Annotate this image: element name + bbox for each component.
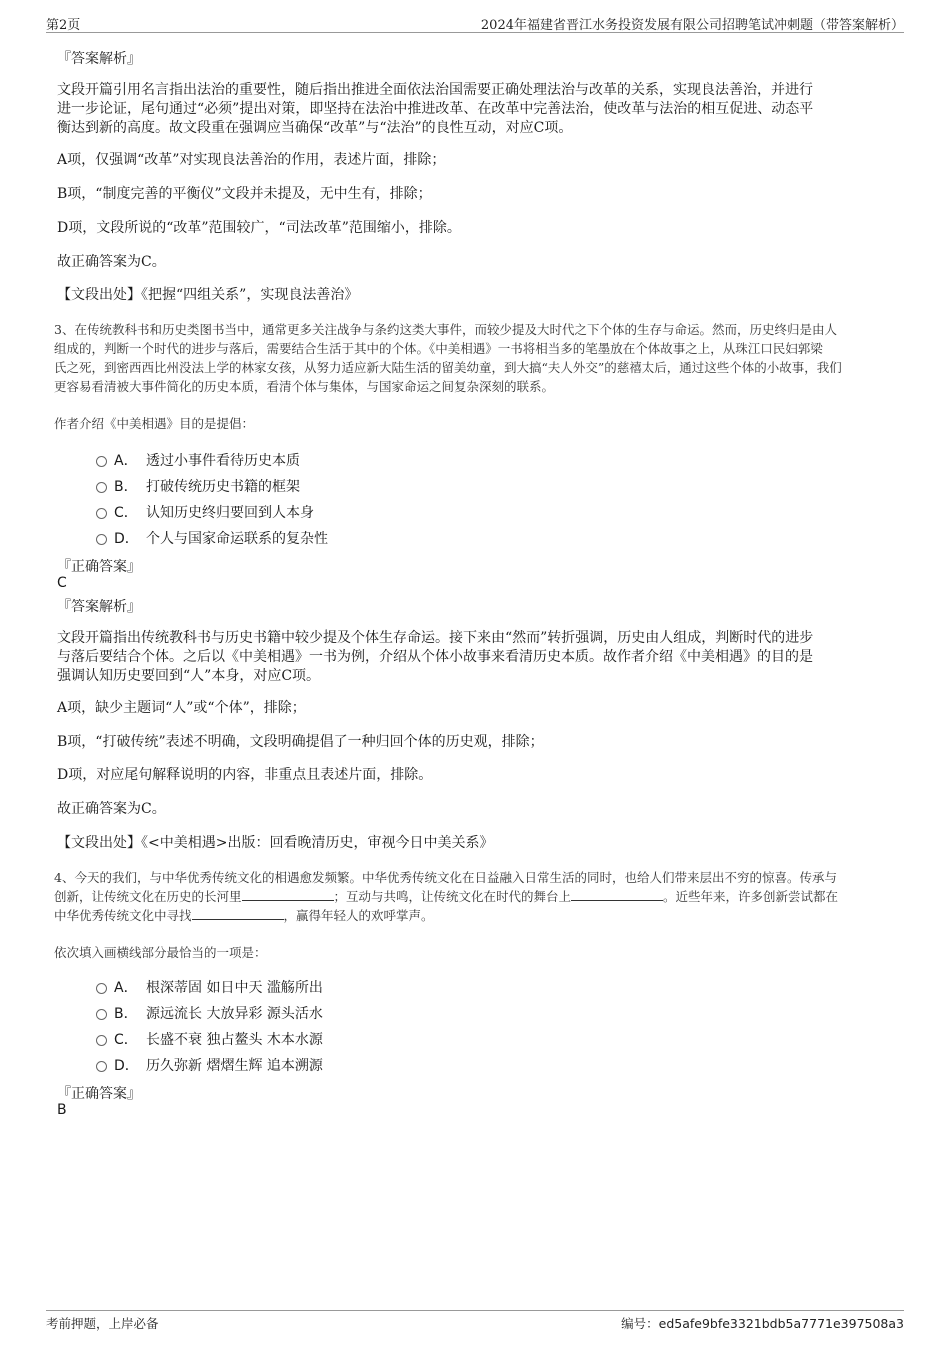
option-letter: C． [114,1032,138,1048]
analysis-line: 与落后要结合个体。之后以《中美相遇》一书为例，介绍从个体小故事来看清历史本质。故作者介绍《中美相遇》的目的是 [57,649,813,665]
stem-line: 组成的，判断一个时代的进步与落后，需要结合生活于其中的个体。《中美相遇》一书将相当多的笔墨放在个体故事之上，从珠江口民妇郭梁 [54,341,823,356]
stem-fragment: 。近些年来，许多创新尝试都在 [663,889,839,904]
analysis-label: 『答案解析』 [57,599,141,615]
analysis-text [57,629,813,686]
option-letter: D． [114,531,139,547]
stem-fragment: ；互动与共鸣，让传统文化在时代的舞台上 [333,889,572,904]
correct-answer-label: 『正确答案』 [57,559,141,575]
stem-fragment: 创新，让传统文化在历史的长河里 [54,889,242,904]
option-letter: B． [114,479,138,495]
analysis-line: 衡达到新的高度。故文段重在强调应当确保“改革”与“法治”的良性互动，对应C项。 [57,120,573,136]
option-text: 认知历史终归要回到人本身 [146,505,314,521]
radio-button[interactable] [96,1009,107,1020]
option-letter: A． [114,980,138,996]
page-footer [46,1310,904,1335]
radio-button[interactable] [96,508,107,519]
code-label: 编号： [621,1316,659,1331]
stem-line [54,887,838,906]
option-letter: B． [114,1006,138,1022]
option-a-explanation: A项，缺少主题词“人”或“个体”，排除； [57,700,306,716]
stem-line: 更容易看清被大事件简化的历史本质，看清个体与集体，与国家命运之间复杂深刻的联系。 [54,379,555,394]
correct-answer: C [57,575,67,591]
question-prompt: 依次填入画横线部分最恰当的一项是： [54,945,267,960]
stem-line: 3、在传统教科书和历史类图书当中，通常更多关注战争与条约这类大事件，而较少提及大时代之下个体的生存与命运。然而，历史终归是由人 [54,322,837,337]
analysis-line: 强调认知历史要回到“人”本身，对应C项。 [57,668,321,684]
option-letter: D． [114,1058,139,1074]
document-title: 2024年福建省晋江水务投资发展有限公司招聘笔试冲刺题（带答案解析） [480,18,904,33]
option-b-explanation: B项，“打破传统”表述不明确，文段明确提倡了一种归回个体的历史观，排除； [57,734,544,750]
conclusion: 故正确答案为C。 [57,254,166,270]
stem-line [54,906,838,925]
radio-button[interactable] [96,534,107,545]
footer-slogan: 考前押题，上岸必备 [46,1316,159,1331]
stem-fragment: 中华优秀传统文化中寻找 [54,908,192,923]
fill-blank-3 [192,907,284,920]
stem-line: 4、今天的我们，与中华优秀传统文化的相遇愈发频繁。中华优秀传统文化在日益融入日常生活的同时，也给人们带来层出不穷的惊喜。传承与 [54,870,837,885]
option-text: 打破传统历史书籍的框架 [146,479,300,495]
option-d-explanation: D项，对应尾句解释说明的内容，非重点且表述片面，排除。 [57,767,433,783]
option-b-explanation: B项，“制度完善的平衡仪”文段并未提及，无中生有，排除； [57,186,432,202]
source-citation: 【文段出处】《把握“四组关系”，实现良法善治》 [57,287,359,303]
code-value: ed5afe9bfe3321bdb5a7771e397508a3 [658,1316,904,1331]
analysis-label: 『答案解析』 [57,51,141,67]
option-text: 源远流长 大放异彩 源头活水 [146,1006,323,1022]
conclusion: 故正确答案为C。 [57,801,166,817]
analysis-line: 文段开篇指出传统教科书与历史书籍中较少提及个体生存命运。接下来由“然而”转折强调，历史由人组成，判断时代的进步 [57,630,814,646]
question-prompt: 作者介绍《中美相遇》目的是提倡： [54,416,255,431]
source-citation: 【文段出处】《<中美相遇>出版：回看晚清历史，审视今日中美关系》 [57,835,494,851]
fill-blank-1 [242,888,334,901]
radio-button[interactable] [96,1035,107,1046]
page-number: 第2页 [46,18,81,33]
stem-line: 氏之死，到密西西比州没法上学的林家女孩，从努力适应新大陆生活的留美幼童，到大搞“夫人外交”的慈禧太后，通过这些个体的小故事，我们 [54,360,842,375]
question-stem [54,868,838,925]
page-header [46,12,904,33]
radio-button[interactable] [96,983,107,994]
document-code [621,1314,904,1332]
analysis-text [57,81,813,138]
option-text: 长盛不衰 独占鳌头 木本水源 [146,1032,323,1048]
option-text: 根深蒂固 如日中天 滥觞所出 [146,980,323,996]
option-d-explanation: D项，文段所说的“改革”范围较广，“司法改革”范围缩小，排除。 [57,220,461,236]
correct-answer-label: 『正确答案』 [57,1086,141,1102]
radio-button[interactable] [96,1061,107,1072]
radio-button[interactable] [96,456,107,467]
option-text: 历久弥新 熠熠生辉 追本溯源 [146,1058,323,1074]
option-text: 个人与国家命运联系的复杂性 [146,531,328,547]
option-letter: C． [114,505,138,521]
stem-fragment: ，赢得年轻人的欢呼掌声。 [283,908,434,923]
correct-answer: B [57,1102,67,1118]
option-letter: A． [114,453,138,469]
analysis-line: 文段开篇引用名言指出法治的重要性，随后指出推进全面依法治国需要正确处理法治与改革的关系，实现良法善治，并进行 [57,82,813,98]
radio-button[interactable] [96,482,107,493]
question-stem [54,320,842,396]
fill-blank-2 [571,888,663,901]
analysis-line: 进一步论证，尾句通过“必须”提出对策，即坚持在法治中推进改革、在改革中完善法治，使改革与法治的相互促进、动态平 [57,101,814,117]
option-a-explanation: A项，仅强调“改革”对实现良法善治的作用，表述片面，排除； [57,152,446,168]
option-text: 透过小事件看待历史本质 [146,453,300,469]
